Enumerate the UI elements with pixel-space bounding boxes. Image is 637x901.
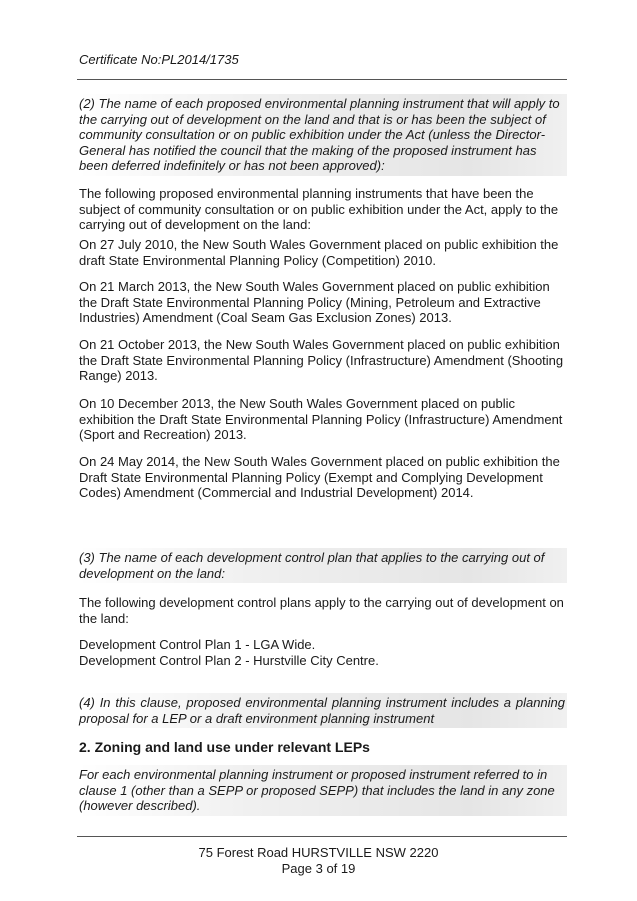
zoning-heading: 2. Zoning and land use under relevant LEPs — [79, 739, 370, 755]
zoning-description: For each environmental planning instrument or proposed instrument referred to in clause 1 (other than a SEPP or proposed SEPP) that includes the land in any zone (however described). — [77, 765, 567, 816]
section-2-heading: (2) The name of each proposed environmental planning instrument that will apply to the carrying out of development on the land and that is or has been the subject of community consultation or on public exhibition under the Act (unless the Director-General has notified the council that the making of the proposed instrument has been deferred indefinitely or has not been approved): — [77, 94, 567, 176]
exhibition-item: On 10 December 2013, the New South Wales Government placed on public exhibition the Draft State Environmental Planning Policy (Infrastructure) Amendment (Sport and Recreation) 2013. — [79, 396, 563, 442]
section-2-intro: The following proposed environmental planning instruments that have been the subject of community consultation or on public exhibition under the Act, apply to the carrying out of development on the land: — [79, 186, 559, 232]
section-3-intro: The following development control plans apply to the carrying out of development on the land: — [79, 595, 564, 626]
certificate-number: Certificate No:PL2014/1735 — [79, 52, 239, 67]
dcp-item: Development Control Plan 2 - Hurstville City Centre. — [79, 653, 379, 668]
exhibition-item: On 21 October 2013, the New South Wales Government placed on public exhibition the Draft State Environmental Planning Policy (Infrastructure) Amendment (Shooting Range) 2013. — [79, 337, 564, 383]
section-3-heading: (3) The name of each development control plan that applies to the carrying out of development on the land: — [77, 548, 567, 583]
page-number: Page 3 of 19 — [281, 861, 356, 876]
header-rule — [77, 79, 567, 80]
exhibition-item: On 24 May 2014, the New South Wales Government placed on public exhibition the Draft State Environmental Planning Policy (Exempt and Complying Development Codes) Amendment (Commercial and Industrial Development) 2014. — [79, 454, 560, 500]
section-4-note: (4) In this clause, proposed environmental planning instrument includes a planning proposal for a LEP or a draft environment planning instrument — [77, 693, 567, 728]
footer-rule — [77, 836, 567, 837]
exhibition-item: On 27 July 2010, the New South Wales Government placed on public exhibition the draft State Environmental Planning Policy (Competition) 2010. — [79, 237, 559, 268]
exhibition-item: On 21 March 2013, the New South Wales Government placed on public exhibition the Draft State Environmental Planning Policy (Mining, Petroleum and Extractive Industries) Amendment (Coal Seam Gas Exclusion Zones) 2013. — [79, 279, 550, 325]
footer-address: 75 Forest Road HURSTVILLE NSW 2220 — [198, 845, 439, 860]
dcp-item: Development Control Plan 1 - LGA Wide. — [79, 637, 316, 652]
